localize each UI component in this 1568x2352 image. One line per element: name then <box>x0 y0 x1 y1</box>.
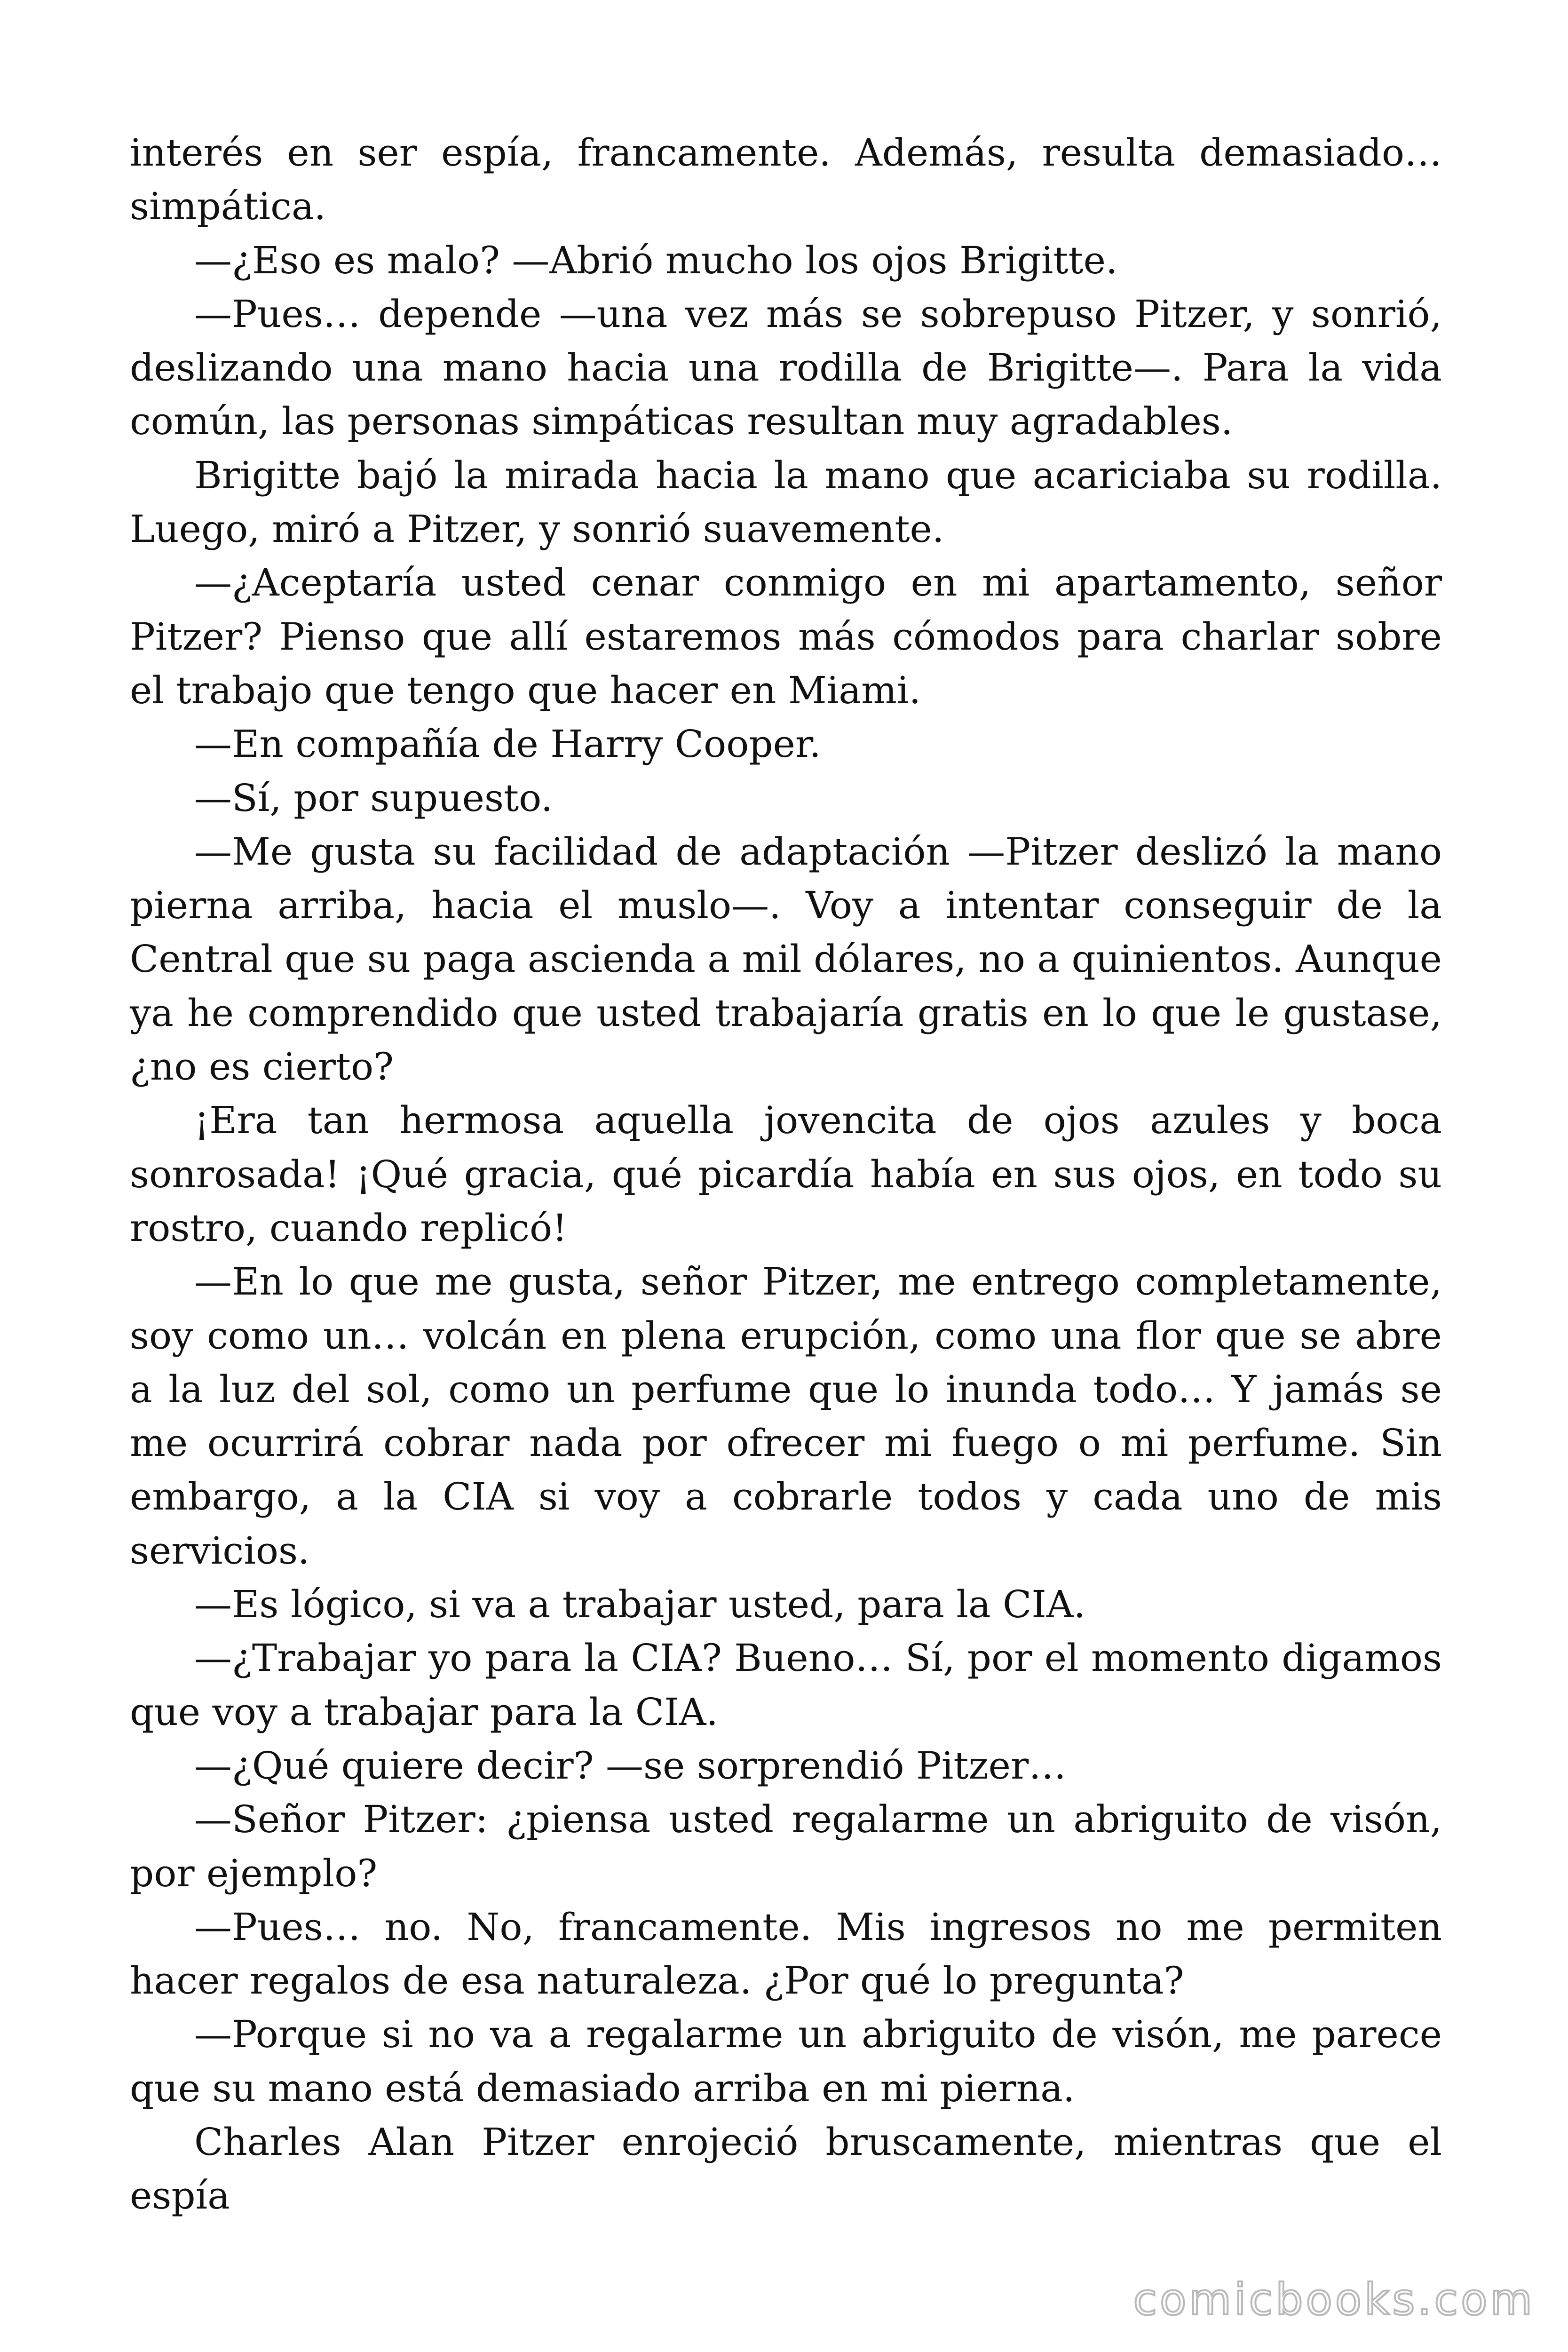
paragraph-16: —Porque si no va a regalarme un abriguito de visón, me parece que su mano está demasiado arriba en mi pierna. <box>130 2012 1442 2110</box>
paragraph-1: interés en ser espía, francamente. Además, resulta demasiado… simpática. <box>130 131 1442 229</box>
paragraph-11: —Es lógico, si va a trabajar usted, para la CIA. <box>194 1582 1086 1627</box>
page-text <box>130 126 1442 2223</box>
paragraph-5: —¿Aceptaría usted cenar conmigo en mi apartamento, señor Pitzer? Pienso que allí estaremos más cómodos para charlar sobre el trabajo que tengo que hacer en Miami. <box>130 561 1442 712</box>
paragraph-10: —En lo que me gusta, señor Pitzer, me entrego completamente, soy como un… volcán en plena erupción, como una flor que se abre a la luz del sol, como un perfume que lo inunda todo… Y jamás se me ocurrirá cobrar nada por ofrecer mi fuego o mi perfume. Sin embargo, a la CIA si voy a cobrarle todos y cada uno de mis servicios. <box>130 1260 1442 1573</box>
paragraph-9: ¡Era tan hermosa aquella jovencita de ojos azules y boca sonrosada! ¡Qué gracia, qué picardía había en sus ojos, en todo su rostro, cuando replicó! <box>130 1098 1442 1250</box>
paragraph-15: —Pues… no. No, francamente. Mis ingresos no me permiten hacer regalos de esa naturaleza. ¿Por qué lo pregunta? <box>130 1905 1442 2003</box>
paragraph-14: —Señor Pitzer: ¿piensa usted regalarme un abriguito de visón, por ejemplo? <box>130 1797 1442 1895</box>
paragraph-6: —En compañía de Harry Cooper. <box>194 722 821 766</box>
paragraph-8: —Me gusta su facilidad de adaptación —Pitzer deslizó la mano pierna arriba, hacia el muslo—. Voy a intentar conseguir de la Central que su paga ascienda a mil dólares, no a quinientos. Aunque ya he comprendido que usted trabajaría gratis en lo que le gustase, ¿no es cierto? <box>130 829 1442 1089</box>
paragraph-13: —¿Qué quiere decir? —se sorprendió Pitzer… <box>194 1743 1067 1788</box>
paragraph-4: Brigitte bajó la mirada hacia la mano que acariciaba su rodilla. Luego, miró a Pitzer, y sonrió suavemente. <box>130 453 1442 551</box>
paragraph-7: —Sí, por supuesto. <box>194 776 553 820</box>
paragraph-12: —¿Trabajar yo para la CIA? Bueno… Sí, por el momento digamos que voy a trabajar para la CIA. <box>130 1636 1442 1734</box>
watermark: comicbooks.com <box>1133 2274 1535 2325</box>
paragraph-3: —Pues… depende —una vez más se sobrepuso Pitzer, y sonrió, deslizando una mano hacia una rodilla de Brigitte—. Para la vida común, las personas simpáticas resultan muy agradables. <box>130 292 1442 444</box>
paragraph-17: Charles Alan Pitzer enrojeció bruscamente, mientras que el espía <box>130 2120 1442 2218</box>
paragraph-2: —¿Eso es malo? —Abrió mucho los ojos Brigitte. <box>194 238 1118 282</box>
